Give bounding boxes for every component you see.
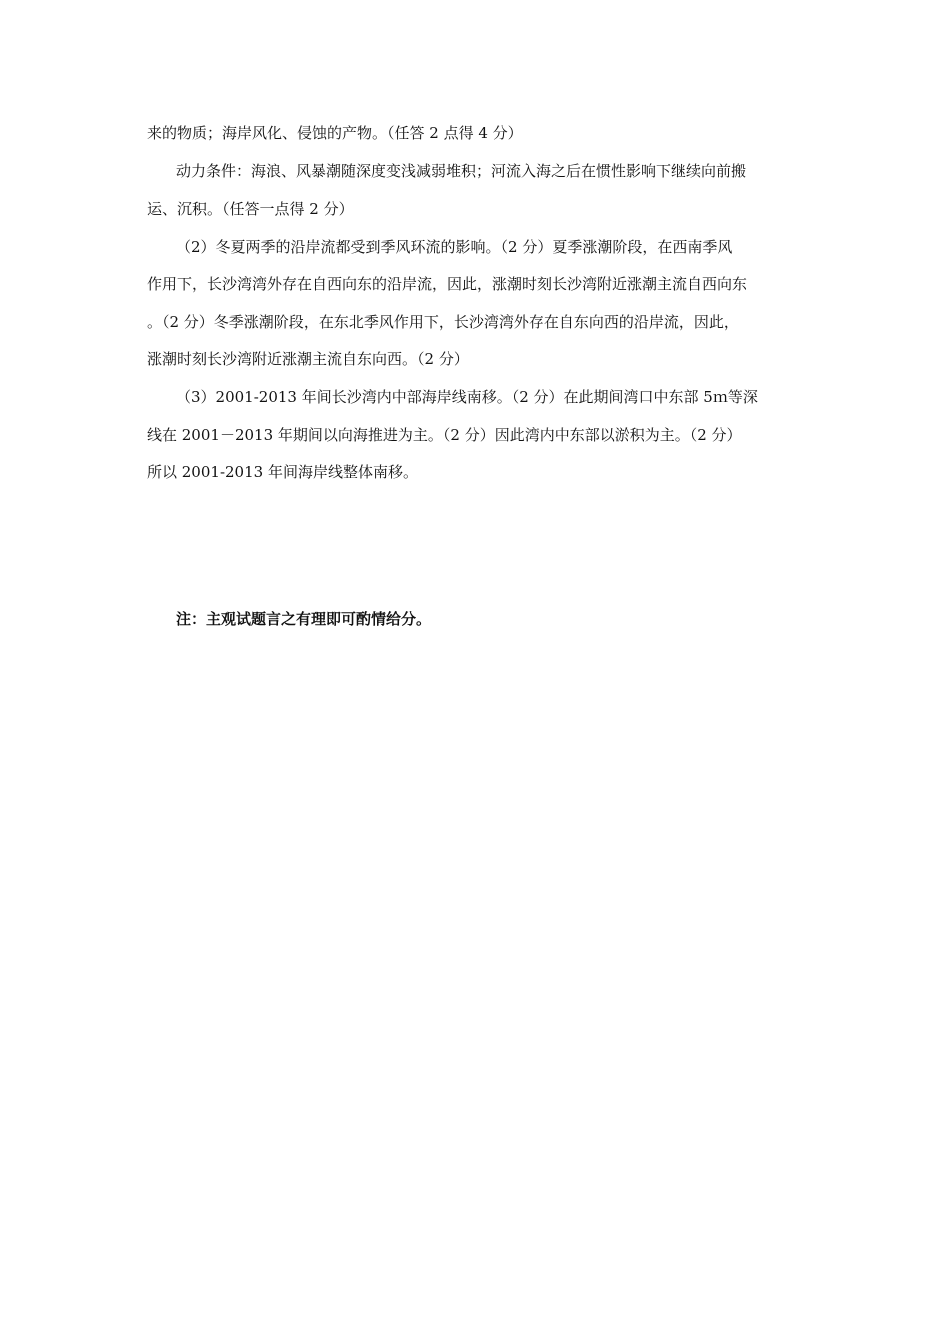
answer-line-6: 。（2 分）冬季涨潮阶段，在东北季风作用下，长沙湾湾外存在自东向西的沿岸流，因此， xyxy=(147,313,739,331)
answer-line-7: 涨潮时刻长沙湾附近涨潮主流自东向西。（2 分） xyxy=(147,350,469,368)
answer-line-2: 动力条件：海浪、风暴潮随深度变浅减弱堆积；河流入海之后在惯性影响下继续向前搬 xyxy=(176,162,747,180)
answer-line-4: （2）冬夏两季的沿岸流都受到季风环流的影响。（2 分）夏季涨潮阶段，在西南季风 xyxy=(176,238,733,256)
grading-note: 注：主观试题言之有理即可酌情给分。 xyxy=(176,610,432,628)
answer-line-8: （3）2001-2013 年间长沙湾内中部海岸线南移。（2 分）在此期间湾口中东部 5ｍ等深 xyxy=(176,388,758,406)
answer-line-1: 来的物质；海岸风化、侵蚀的产物。（任答 2 点得 4 分） xyxy=(147,124,523,142)
answer-line-3: 运、沉积。（任答一点得 2 分） xyxy=(147,200,354,218)
answer-line-10: 所以 2001-2013 年间海岸线整体南移。 xyxy=(147,463,418,481)
answer-line-9: 线在 2001－2013 年期间以向海推进为主。（2 分）因此湾内中东部以淤积为主。（2 分） xyxy=(147,426,742,444)
answer-line-5: 作用下，长沙湾湾外存在自西向东的沿岸流，因此，涨潮时刻长沙湾附近涨潮主流自西向东 xyxy=(147,275,748,293)
